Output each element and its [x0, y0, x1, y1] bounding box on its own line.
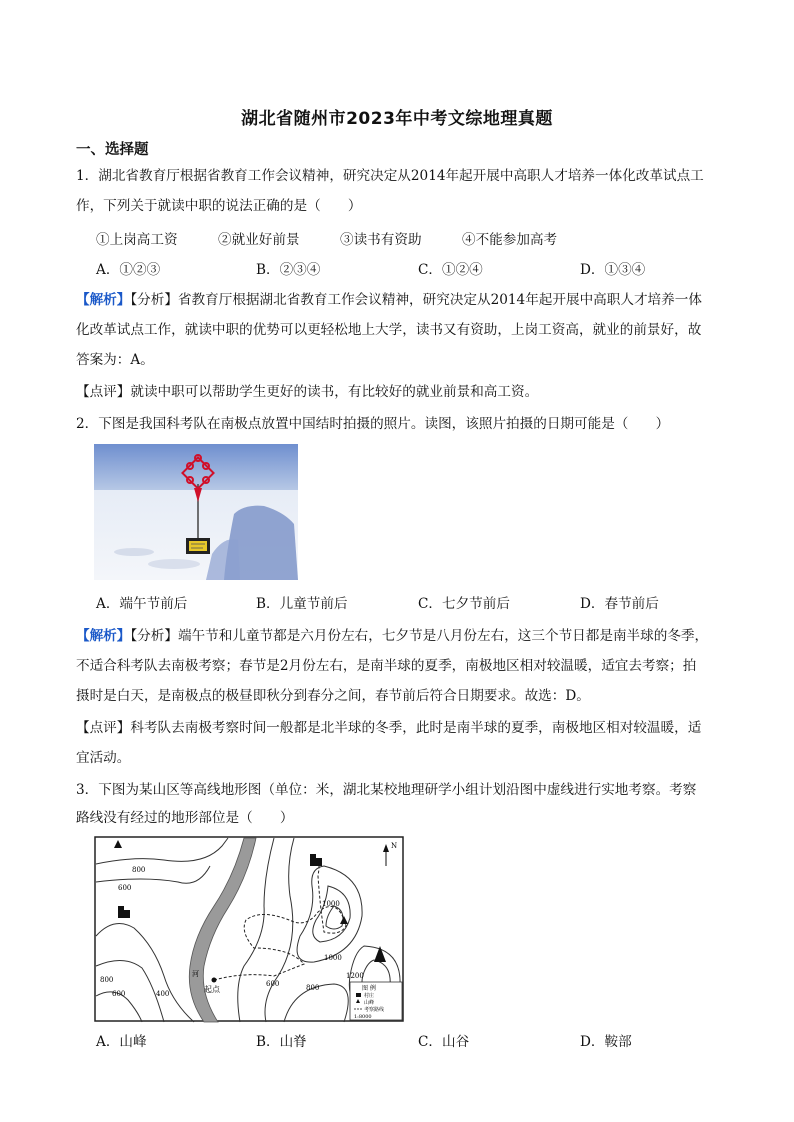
- legend-village: 村庄: [364, 993, 375, 999]
- q2-comment-line2: 宜活动。: [76, 750, 131, 766]
- legend-scale: 1:8000: [354, 1014, 372, 1020]
- q2-jiexi-tag: 【解析】: [76, 628, 131, 644]
- q1-option-c: C．①②④: [418, 262, 483, 278]
- contour-label-600-a: 600: [118, 884, 132, 892]
- q1-jiexi-tag: 【解析】: [76, 292, 131, 308]
- contour-label-800-b: 800: [100, 976, 114, 984]
- q1-analysis-line1: [76, 290, 756, 310]
- q1-option-a: A．①②③: [96, 262, 161, 278]
- q1-item-4: ④不能参加高考: [462, 232, 558, 248]
- contour-label-800-c: 800: [306, 984, 320, 992]
- legend-title: 图 例: [362, 985, 376, 992]
- section-heading: 一、选择题: [76, 142, 149, 158]
- south-pole-photo-graphic: [94, 444, 298, 580]
- q1-analysis-line3: 答案为：A。: [76, 352, 154, 368]
- contour-map: [94, 836, 404, 1024]
- legend-route: 考察路线: [364, 1007, 385, 1013]
- q2-analysis-line3: 摄时是白天，是南极点的极昼即秋分到春分之间，春节前后符合日期要求。故选：D。: [76, 688, 590, 704]
- q1-option-b: B．②③④: [256, 262, 321, 278]
- contour-label-1000-b: 1000: [322, 900, 340, 908]
- north-label: N: [391, 842, 398, 850]
- q1-analysis-line2: 化改革试点工作，就读中职的优势可以更轻松地上大学，读书又有资助，上岗工资高，就业的前景好，故: [76, 322, 702, 338]
- q2-stem: 2．下图是我国科考队在南极点放置中国结时拍摄的照片。读图，该照片拍摄的日期可能是（ ）: [76, 416, 670, 432]
- legend-peak: 山峰: [364, 1000, 375, 1006]
- contour-label-800-a: 800: [132, 866, 146, 874]
- q1-option-d: D．①③④: [580, 262, 646, 278]
- q3-option-b: B．山脊: [256, 1034, 307, 1050]
- contour-label-400: 400: [156, 990, 170, 998]
- contour-label-600-c: 600: [266, 980, 280, 988]
- q2-comment-line1: 【点评】科考队去南极考察时间一般都是北半球的冬季，此时是南半球的夏季，南极地区相对较温暖，适: [76, 720, 702, 736]
- q2-option-c: C．七夕节前后: [418, 596, 510, 612]
- q1-item-2: ②就业好前景: [218, 232, 300, 248]
- q2-option-b: B．儿童节前后: [256, 596, 348, 612]
- contour-label-1000: 1000: [324, 954, 342, 962]
- q3-option-c: C．山谷: [418, 1034, 470, 1050]
- q1-comment: 【点评】就读中职可以帮助学生更好的读书，有比较好的就业前景和高工资。: [76, 384, 539, 400]
- q3-stem-line2: 路线没有经过的地形部位是（ ）: [76, 810, 294, 826]
- contour-map-graphic: [94, 836, 404, 1024]
- start-label: 起点: [204, 985, 220, 994]
- page-title: 湖北省随州市2023年中考文综地理真题: [241, 109, 553, 129]
- contour-label-1200: 1200: [346, 972, 364, 980]
- q2-analysis-text: 【分析】端午节和儿童节都是六月份左右，七夕节是八月份左右，这三个节日都是南半球的冬季，: [130, 628, 709, 644]
- q1-stem-line2: 作，下列关于就读中职的说法正确的是（ ）: [76, 198, 362, 214]
- q3-option-d: D．鞍部: [580, 1034, 632, 1050]
- q3-stem-line1: 3．下图为某山区等高线地形图（单位：米，湖北某校地理研学小组计划沿图中虚线进行实地考察。考察: [76, 782, 697, 798]
- q1-item-3: ③读书有资助: [340, 232, 422, 248]
- q2-analysis-line1: [76, 626, 756, 646]
- q1-item-1: ①上岗高工资: [96, 232, 178, 248]
- q1-stem-line1: 1．湖北省教育厅根据省教育工作会议精神，研究决定从2014年起开展中高职人才培养一体化改革试点工: [76, 168, 704, 184]
- q2-analysis-line2: 不适合科考队去南极考察；春节是2月份左右，是南半球的夏季，南极地区相对较温暖，适宜去考察；拍: [76, 658, 697, 674]
- river-label: 河: [192, 970, 199, 978]
- q1-analysis-text: 【分析】省教育厅根据湖北省教育工作会议精神，研究决定从2014年起开展中高职人才培养一体: [130, 292, 702, 308]
- q2-option-a: A．端午节前后: [96, 596, 188, 612]
- q2-option-d: D．春节前后: [580, 596, 659, 612]
- q3-option-a: A．山峰: [96, 1034, 147, 1050]
- south-pole-photo: [94, 444, 298, 580]
- contour-label-600-b: 600: [112, 990, 126, 998]
